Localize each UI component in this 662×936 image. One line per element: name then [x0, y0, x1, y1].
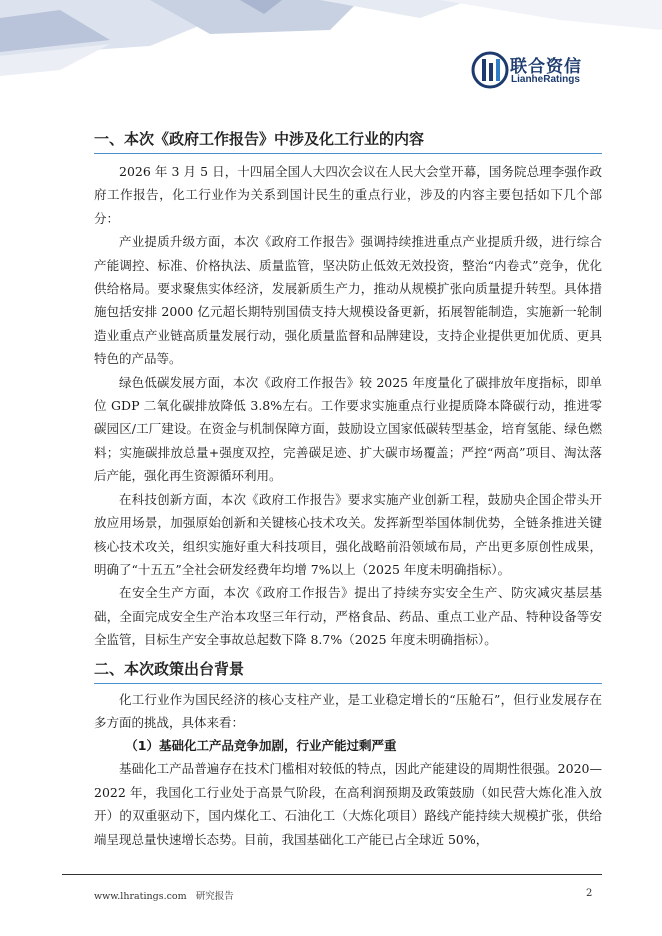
- subsection-heading: （1）基础化工产品竞争加剧，行业产能过剩严重: [125, 738, 397, 754]
- section-2-underline: [94, 683, 602, 684]
- footer-website-link[interactable]: www.lhratings.com: [94, 891, 187, 902]
- footer-divider: [62, 874, 602, 875]
- paragraph: 化工行业作为国民经济的核心支柱产业，是工业稳定增长的“压舱石”，但行业发展存在多方面的挑战，具体来看：: [94, 691, 602, 730]
- brand-name-cn: 联合资信: [510, 57, 582, 77]
- section-2-heading: 二、本次政策出台背景: [94, 659, 245, 678]
- paragraph: 绿色低碳发展方面，本次《政府工作报告》较 2025 年度量化了碳排放年度指标，即单位 GDP 二氧化碳排放降低 3.8%左右。工作要求实施重点行业提质降本降碳行动，推进零碳园区/工厂建设。在资金与机制保障方面，鼓励设立国家低碳转型基金，培育氢能、绿色燃料；实施碳排放总量+强度双控，完善碳足迹、扩大碳市场覆盖；严控“两高”项目、淘汰落后产能，强化再生资源循环利用。: [94, 374, 602, 484]
- page-number: 2: [586, 888, 593, 899]
- paragraph: 2026 年 3 月 5 日，十四届全国人大四次会议在人民大会堂开幕，国务院总理李强作政府工作报告，化工行业作为关系到国计民生的重点行业，涉及的内容主要包括如下几个部分：: [94, 164, 602, 226]
- paragraph: 在科技创新方面，本次《政府工作报告》要求实施产业创新工程，鼓励央企国企带头开放应用场景，加强原始创新和关键核心技术攻关。发挥新型举国体制优势，全链条推进关键核心技术攻关，组织实施好重大科技项目，强化战略前沿领域布局，产出更多原创性成果，明确了“十五五”全社会研发经费年均增 7%以上（2025 年度未明确指标）。: [94, 491, 602, 577]
- brand-name-en: LianheRatings: [511, 74, 580, 85]
- paragraph: 基础化工产品普遍存在技术门槛相对较低的特点，因此产能建设的周期性很强。2020—2022 年，我国化工行业处于高景气阶段，在高利润预期及政策鼓励（如民营大炼化准入放开）的双重驱动下，国内煤化工、石油化工（大炼化项目）路线产能持续大规模扩张，供给端呈现总量快速增长态势。目前，我国基础化工产能已占全球近 50%，: [94, 761, 602, 847]
- section-1-underline: [94, 153, 602, 154]
- paragraph: 产业提质升级方面，本次《政府工作报告》强调持续推进重点产业提质升级，进行综合产能调控、标准、价格执法、质量监管，坚决防止低效无效投资，整治“内卷式”竞争，优化供给格局。要求聚焦实体经济，发展新质生产力，推动从规模扩张向质量提升转型。具体措施包括安排 2000 亿元超长期特别国债支持大规模设备更新，拓展智能制造，实施新一轮制造业重点产业链高质量发展行动，强化质量监督和品牌建设，支持企业提供更加优质、更具特色的产品等。: [94, 234, 602, 367]
- footer-info: [94, 888, 234, 902]
- section-1-heading: 一、本次《政府工作报告》中涉及化工行业的内容: [94, 130, 425, 148]
- paragraph: 在安全生产方面，本次《政府工作报告》提出了持续夯实安全生产、防灾减灾基层基础，全面完成安全生产治本攻坚三年行动，严格食品、药品、重点工业产品、特种设备等安全监管，目标生产安全事故总起数下降 8.7%（2025 年度未明确指标）。: [94, 585, 602, 648]
- footer-report-type: 研究报告: [195, 891, 234, 902]
- document-body: [94, 128, 602, 851]
